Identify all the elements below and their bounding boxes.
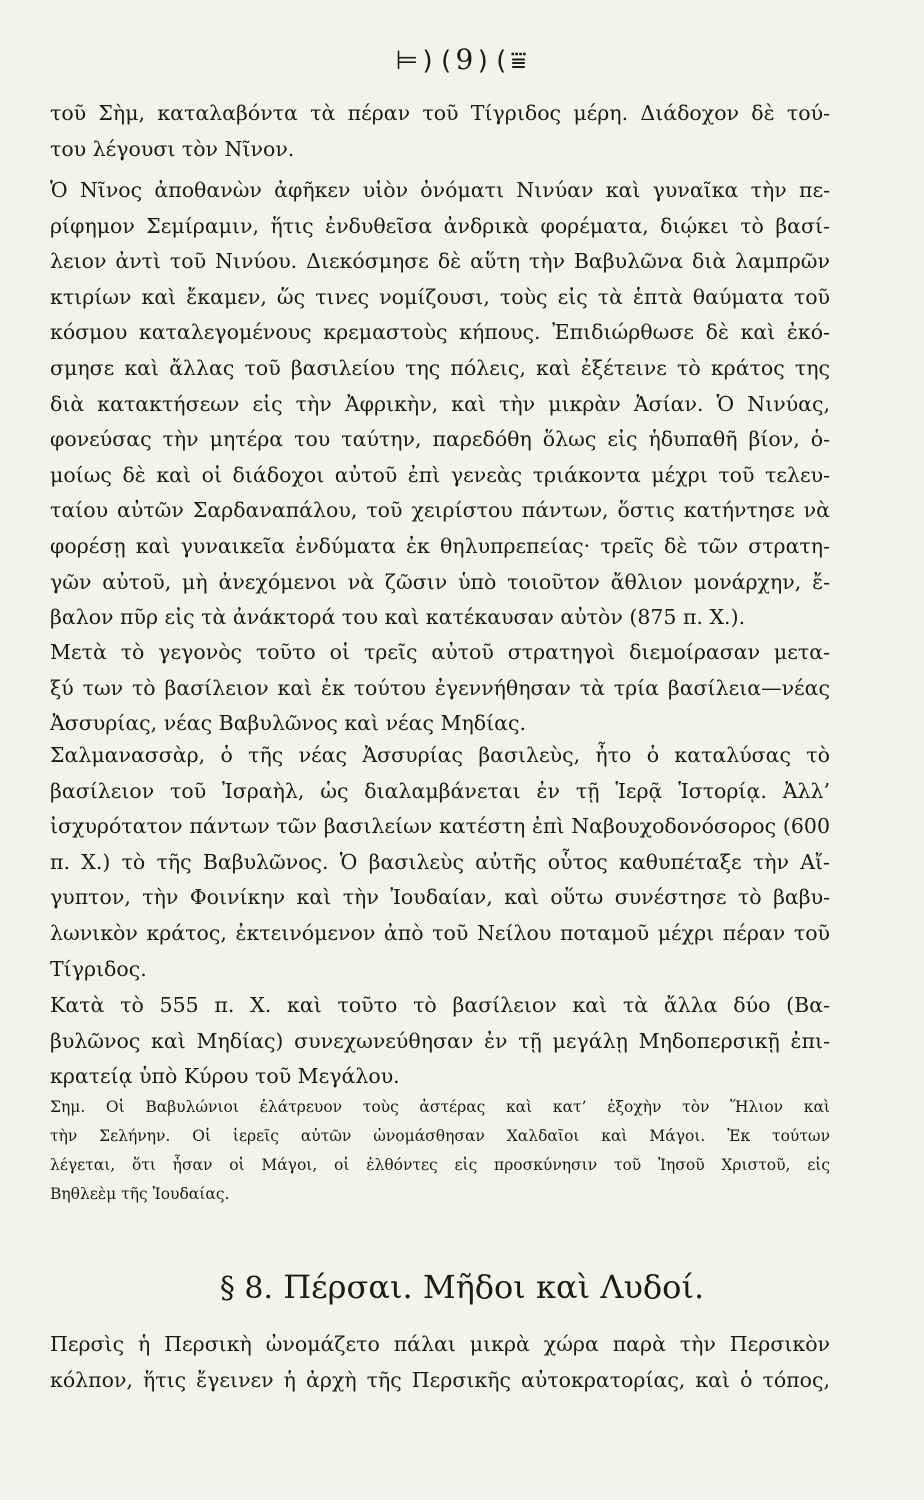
section-title: Πέρσαι. Μῆδοι καὶ Λυδοί. <box>283 1268 705 1306</box>
footnote-line: λέγεται, ὅτι ἦσαν οἱ Μάγοι, οἱ ἐλθόντες εἰς προσκύνησιν τοῦ Ἰησοῦ Χριστοῦ, εἰς <box>50 1156 830 1174</box>
text-line: φονεύσας τὴν μητέρα του ταύτην, παρεδόθη ὅλως εἰς ἡδυπαθῆ βίον, ὁ- <box>50 427 830 452</box>
right-ornament: )(⩸ <box>475 46 529 76</box>
text-line: βαλον πῦρ εἰς τὰ ἀνάκτορά του καὶ κατέκαυσαν αὐτὸν (875 π. Χ.). <box>50 605 746 630</box>
text-line: γυπτον, τὴν Φοινίκην καὶ τὴν Ἰουδαίαν, καὶ οὕτω συνέστησε τὸ βαβυ- <box>50 885 830 910</box>
text-line: Ἀσσυρίας, νέας Βαβυλῶνος καὶ νέας Μηδίας. <box>50 711 526 736</box>
text-line: ταίου αὐτῶν Σαρδαναπάλου, τοῦ χειρίστου πάντων, ὅστις κατήντησε νὰ <box>50 498 830 523</box>
footnote <box>50 1093 830 1209</box>
text-line: λωνικὸν κράτος, ἐκτεινόμενον ἀπὸ τοῦ Νείλου ποταμοῦ μέχρι πέραν τοῦ <box>50 920 830 945</box>
text-line: Περσὶς ἡ Περσικὴ ὠνομάζετο πάλαι μικρὰ χώρα παρὰ τὴν Περσικὸν <box>50 1332 830 1356</box>
paragraph-2 <box>50 173 830 636</box>
footnote-line: Σημ. Οἱ Βαβυλώνιοι ἐλάτρευον τοὺς ἀστέρας καὶ κατ’ ἐξοχὴν τὸν Ἥλιον καὶ <box>50 1098 830 1116</box>
text-line: κόσμου καταλεγομένους κρεμαστοὺς κήπους. Ἐπιδιώρθωσε δὲ καὶ ἐκό- <box>50 320 830 345</box>
text-line: γῶν αὐτοῦ, μὴ ἀνεχόμενοι νὰ ζῶσιν ὑπὸ τοιοῦτον ἄθλιον μονάρχην, ἔ- <box>50 569 830 594</box>
text-line: κτιρίων καὶ ἔκαμεν, ὥς τινες νομίζουσι, τοὺς εἰς τὰ ἑπτὰ θαύματα τοῦ <box>50 284 830 309</box>
text-line: του λέγουσι τὸν Νῖνον. <box>50 136 295 161</box>
text-line: Τίγριδος. <box>50 956 147 981</box>
text-line: βασίλειον τοῦ Ἰσραὴλ, ὡς διαλαμβάνεται ἐν τῇ Ἱερᾷ Ἱστορίᾳ. Ἀλλ’ <box>50 778 830 803</box>
text-line: Σαλμανασσὰρ, ὁ τῆς νέας Ἀσσυρίας βασιλεὺς, ἦτο ὁ καταλύσας τὸ <box>50 743 830 767</box>
text-line: βυλῶνος καὶ Μηδίας) συνεχωνεύθησαν ἐν τῇ μεγάλῃ Μηδοπερσικῇ ἐπι- <box>50 1028 830 1053</box>
text-line: ξύ των τὸ βασίλειον καὶ ἐκ τούτου ἐγεννήθησαν τὰ τρία βασίλεια—νέας <box>50 675 830 700</box>
text-line: λειον ἀντὶ τοῦ Νινύου. Διεκόσμησε δὲ αὕτη τὴν Βαβυλῶνα διὰ λαμπρῶν <box>50 249 830 274</box>
text-line: Ὁ Νῖνος ἀποθανὼν ἀφῆκεν υἱὸν ὀνόματι Νινύαν καὶ γυναῖκα τὴν πε- <box>50 178 830 202</box>
text-line: ἰσχυρότατον πάντων τῶν βασιλείων κατέστη ἐπὶ Ναβουχοδονόσορος (600 <box>50 814 830 839</box>
page-header <box>0 40 924 80</box>
text-line: κόλπον, ἥτις ἔγεινεν ἡ ἀρχὴ τῆς Περσικῆς αὐτοκρατορίας, καὶ ὁ τόπος, <box>50 1367 830 1392</box>
paragraph-1 <box>50 96 830 167</box>
section-number: § 8. <box>219 1271 274 1306</box>
text-line: φορέσῃ καὶ γυναικεῖα ἐνδύματα ἐκ θηλυπρεπείας· τρεῖς δὲ τῶν στρατη- <box>50 533 830 558</box>
text-line: τοῦ Σὴμ, καταλαβόντα τὰ πέραν τοῦ Τίγριδος μέρη. Διάδοχον δὲ τού- <box>50 101 830 125</box>
text-line: Κατὰ τὸ 555 π. Χ. καὶ τοῦτο τὸ βασίλειον καὶ τὰ ἄλλα δύο (Βα- <box>50 993 830 1017</box>
text-line: μοίως δὲ καὶ οἱ διάδοχοι αὐτοῦ ἐπὶ γενεὰς τριάκοντα μέχρι τοῦ τελευ- <box>50 462 830 487</box>
text-line: διὰ κατακτήσεων εἰς τὴν Ἀφρικὴν, καὶ τὴν μικρὰν Ἀσίαν. Ὁ Νινύας, <box>50 391 830 416</box>
text-line: σμησε καὶ ἄλλας τοῦ βασιλείου της πόλεις, καὶ ἐξέτεινε τὸ κράτος της <box>50 355 830 380</box>
left-ornament: ⊨)( <box>395 46 456 76</box>
page-number: 9 <box>455 43 476 76</box>
text-line: Μετὰ τὸ γεγονὸς τοῦτο οἱ τρεῖς αὐτοῦ στρατηγοὶ διεμοίρασαν μετα- <box>50 640 830 664</box>
paragraph-3 <box>50 635 830 742</box>
text-line: π. Χ.) τὸ τῆς Βαβυλῶνος. Ὁ βασιλεὺς αὐτῆς οὗτος καθυπέταξε τὴν Αἴ- <box>50 849 830 874</box>
section-heading <box>0 1262 924 1312</box>
paragraph-4 <box>50 738 830 987</box>
paragraph-5 <box>50 988 830 1095</box>
footnote-line: τὴν Σελήνην. Οἱ ἱερεῖς αὐτῶν ὠνομάσθησαν Χαλδαῖοι καὶ Μάγοι. Ἐκ τούτων <box>50 1127 830 1145</box>
footnote-line: Βηθλεὲμ τῆς Ἰουδαίας. <box>50 1185 230 1203</box>
text-line: ρίφημον Σεμίραμιν, ἥτις ἐνδυθεῖσα ἀνδρικὰ φορέματα, διῴκει τὸ βασί- <box>50 213 830 238</box>
paragraph-6 <box>50 1327 830 1398</box>
text-line: κρατείᾳ ὑπὸ Κύρου τοῦ Μεγάλου. <box>50 1064 400 1089</box>
